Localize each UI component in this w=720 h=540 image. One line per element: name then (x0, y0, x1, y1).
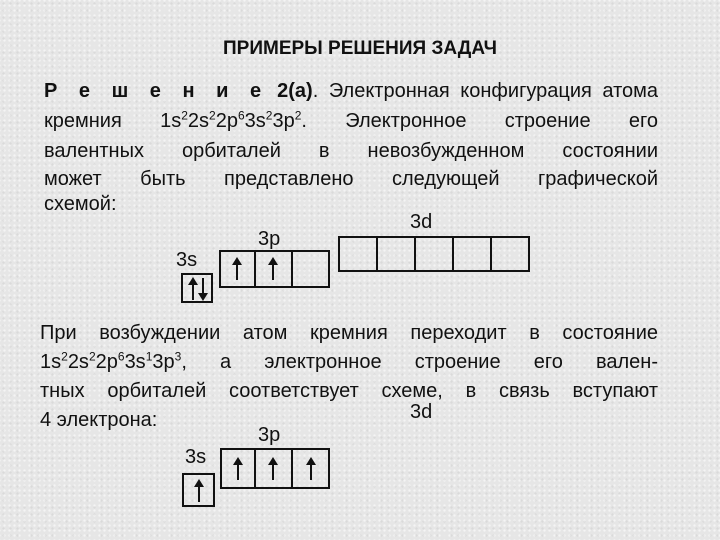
orbital-3s-cell (182, 473, 215, 507)
orbital-3d-cell-2 (376, 236, 416, 272)
formula-part: 3s (244, 110, 266, 132)
excited-line-4: 4 электрона: (40, 409, 158, 431)
solution-line-1 (44, 80, 658, 103)
spin-down-arrow-icon (197, 277, 209, 301)
label-3d: 3d (410, 401, 433, 423)
superscript: 6 (237, 108, 245, 123)
formula-part: кремния 1s (44, 110, 182, 132)
formula-part: 3s (124, 351, 146, 373)
formula-part: , а электронное строение его вален- (181, 351, 658, 373)
solution-number: 2(а) (266, 80, 313, 102)
formula-part: 2s (187, 110, 210, 132)
superscript: 2 (61, 349, 68, 364)
solution-line-3: валентных орбиталей в невозбужденном состоянии (44, 140, 658, 162)
orbital-3p-cell-2 (254, 250, 293, 288)
orbital-3p-cell-3 (291, 250, 330, 288)
orbital-3d-cell-1 (338, 236, 378, 272)
excited-line-2 (40, 351, 658, 374)
spin-up-arrow-icon (193, 479, 205, 503)
label-3s: 3s (185, 446, 207, 468)
label-3d: 3d (410, 211, 433, 233)
superscript: 2 (181, 108, 188, 123)
label-3p: 3p (258, 228, 281, 250)
formula-part: 1s (40, 351, 62, 373)
solution-line-4: может быть представлено следующей графической (44, 168, 658, 190)
spin-up-arrow-icon (305, 457, 317, 481)
orbital-3p-cell-1 (219, 250, 256, 288)
formula-part: 2s (67, 351, 89, 373)
page-title: ПРИМЕРЫ РЕШЕНИЯ ЗАДАЧ (223, 38, 497, 59)
excited-line-3: тных орбиталей соответствует схеме, в связь вступают (40, 380, 658, 402)
orbital-3s-cell (181, 273, 213, 303)
superscript: 2 (265, 108, 273, 123)
formula-part: 2p (215, 110, 238, 132)
spin-up-arrow-icon (231, 257, 243, 281)
formula-part: . Электронное строение его (301, 110, 658, 132)
orbital-3p-cell-3 (291, 448, 330, 489)
superscript: 2 (294, 108, 302, 123)
solution-line-5: схемой: (44, 193, 117, 215)
formula-part: 3p (152, 351, 175, 373)
formula-part: 3p (272, 110, 295, 132)
superscript: 2 (209, 108, 216, 123)
superscript: 6 (117, 349, 125, 364)
label-3s: 3s (176, 249, 198, 271)
formula-part: 2p (95, 351, 118, 373)
superscript: 3 (174, 349, 182, 364)
orbital-3d-cell-4 (452, 236, 492, 272)
spin-up-arrow-icon (267, 457, 279, 481)
orbital-3d-cell-3 (414, 236, 454, 272)
orbital-3p-cell-2 (254, 448, 293, 489)
spin-up-arrow-icon (267, 257, 279, 281)
superscript: 2 (88, 349, 96, 364)
superscript: 1 (145, 349, 153, 364)
solution-line-2 (44, 110, 658, 133)
label-3p: 3p (258, 424, 281, 446)
solution-line-1-text: . Электронная конфигурация атома (312, 80, 659, 102)
excited-line-1: При возбуждении атом кремния переходит в состояние (40, 322, 658, 344)
solution-heading: Р е ш е н и е (44, 80, 267, 102)
orbital-3p-cell-1 (220, 448, 256, 489)
orbital-3d-cell-5 (490, 236, 530, 272)
spin-up-arrow-icon (232, 457, 244, 481)
